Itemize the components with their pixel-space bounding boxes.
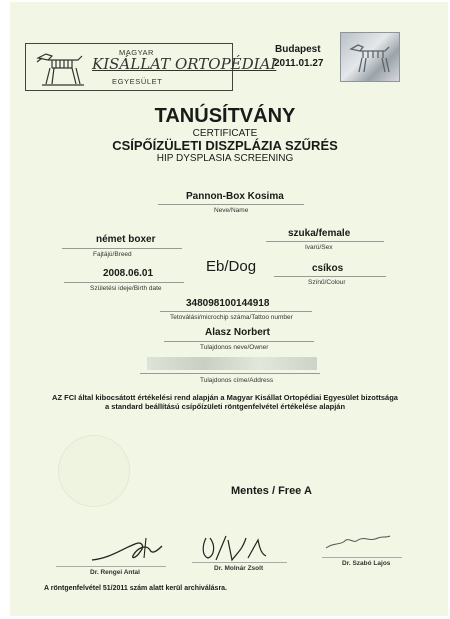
association-logo xyxy=(25,43,277,91)
dog-skeleton-icon xyxy=(32,48,87,88)
dog-name-value: Pannon-Box Kosima xyxy=(186,191,284,202)
birth-date-label: Születési ideje/Birth date xyxy=(90,285,162,292)
certificate-paper xyxy=(10,2,448,616)
screening-title: CSÍPŐÍZÜLETI DISZPLÁZIA SZŰRÉS xyxy=(112,138,338,153)
owner-label: Tulajdonos neve/Owner xyxy=(200,344,269,351)
owner-underline xyxy=(164,341,314,342)
signatory-2: Dr. Molnár Zsolt xyxy=(214,565,264,572)
species-value: Eb/Dog xyxy=(206,258,257,275)
address-redacted xyxy=(147,357,317,370)
signature-molnar xyxy=(198,530,268,566)
archive-footnote: A röntgenfelvétel 51/2011 szám alatt kerül archiválásra. xyxy=(44,585,228,592)
signatory-1: Dr. Rengei Antal xyxy=(90,569,140,576)
birth-date-underline xyxy=(64,282,184,283)
breed-value: német boxer xyxy=(96,234,156,245)
certificate-title-en: CERTIFICATE xyxy=(192,128,258,139)
sex-value: szuka/female xyxy=(288,228,351,239)
signatory-3: Dr. Szabó Lajos xyxy=(342,560,391,567)
certificate-title: TANÚSÍTVÁNY xyxy=(154,105,296,127)
logo-text-line3: EGYESÜLET xyxy=(112,77,163,86)
colour-underline xyxy=(274,276,386,277)
issue-city: Budapest xyxy=(275,44,321,55)
name-underline xyxy=(158,204,304,205)
signature-szabo xyxy=(322,528,392,556)
screening-title-en: HIP DYSPLASIA SCREENING xyxy=(156,153,294,164)
watermark-seal xyxy=(58,435,130,507)
sex-label: Ivarú/Sex xyxy=(305,244,333,251)
address-underline xyxy=(140,373,320,374)
statement-line2: a standard beállítású csípőízületi röntgenfelvétel értékelése alapján xyxy=(104,402,346,411)
signature-line-2 xyxy=(192,562,287,563)
signature-line-3 xyxy=(322,557,402,558)
statement-line1: AZ FCI által kibocsátott értékelési rend alapján a Magyar Kisállat Ortopédiai Egyesület bizottsága xyxy=(52,393,398,402)
dog-name-label: Neve/Name xyxy=(214,207,249,214)
hologram-dog-icon xyxy=(347,39,393,75)
microchip-value: 348098100144918 xyxy=(186,298,270,309)
result-value: Mentes / Free A xyxy=(231,485,312,497)
breed-underline xyxy=(62,248,182,249)
birth-date-value: 2008.06.01 xyxy=(103,268,154,279)
breed-label: Fajtájú/Breed xyxy=(93,251,132,258)
colour-label: Színű/Colour xyxy=(308,279,346,286)
sex-underline xyxy=(266,241,384,242)
issue-date: 2011.01.27 xyxy=(274,58,324,69)
microchip-underline xyxy=(160,311,312,312)
owner-value: Alasz Norbert xyxy=(205,327,271,338)
signature-line-1 xyxy=(56,566,166,567)
address-label: Tulajdonos címe/Address xyxy=(200,377,274,384)
logo-text-line2: KISÁLLAT ORTOPÉDIAI xyxy=(92,55,277,73)
hologram-seal xyxy=(340,32,400,82)
signature-rengei xyxy=(90,530,170,570)
microchip-label: Tetoválási/microchip száma/Tattoo number xyxy=(170,314,293,321)
logo-text-line1: MAGYAR xyxy=(119,48,154,57)
colour-value: csíkos xyxy=(312,263,344,274)
